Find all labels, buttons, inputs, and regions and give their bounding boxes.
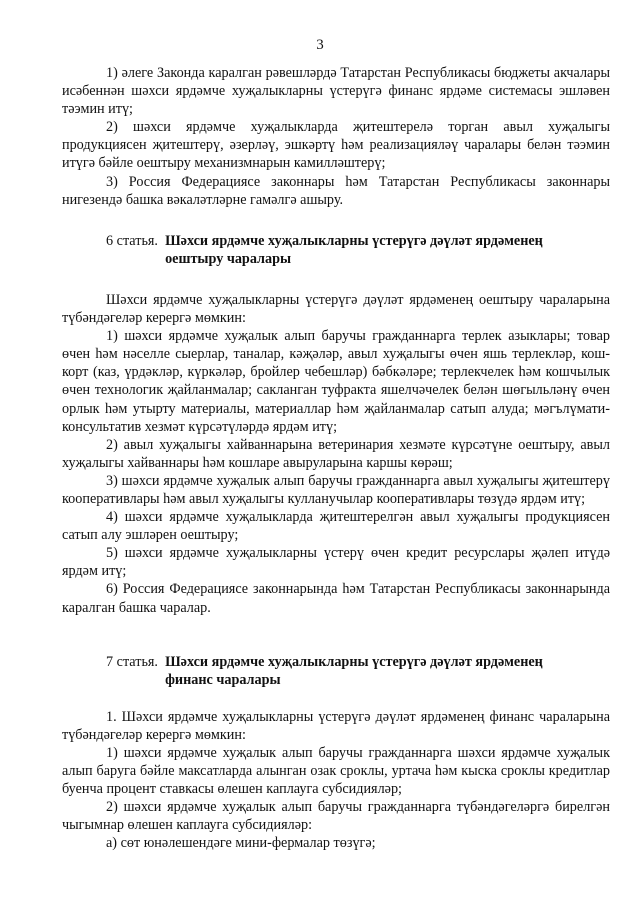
article-7-title-line1: Шәхси ярдәмче хуҗалыкларны үстерүгә дәүләт ярдәменең: [165, 653, 543, 670]
document-body: [62, 64, 610, 853]
article-6-label: 6 статья.: [106, 232, 158, 249]
article-6-item: 1) шәхси ярдәмче хуҗалык алып баручы гражданнарга терлек азыклары; товар өчен һәм нәселле сыерлар, таналар, кәҗәләр, авыл хуҗалыгы өчен яшь терлекләр, кош-корт (каз, үрдәкләр, күркәләр, бройлер чебешләр) бәбкәләре; терлекчелек һәм кошчылык өчен технологик җайланмалар; сакланган туфракта яшелчәчелек белән шөгыльләнү өчен орлык һәм утырту материалы, материаллар һәм җайланмалар сатып алуда; мәгълүмати-консультатив хезмәт күрсәтүләрдә ярдәм итү;: [62, 328, 610, 435]
article-7-title-line2: финанс чаралары: [165, 671, 281, 688]
article-6-heading: [106, 232, 610, 268]
article-6-item: 4) шәхси ярдәмче хуҗалыкларда җитештерелгән авыл хуҗалыгы продукциясен сатып алу эшләрен оештыру;: [62, 509, 610, 544]
article-7-heading: [106, 653, 610, 689]
article-7-item: 1) шәхси ярдәмче хуҗалык алып баручы гражданнарга шәхси ярдәмче хуҗалык алып баруга бәйле максатларда алынган озак сроклы, уртача һәм кыска сроклы кредитлар буенча процент ставкасы өлешен каплауга субсидияләр;: [62, 745, 610, 798]
article-7-label: 7 статья.: [106, 653, 158, 670]
article-7-item: 2) шәхси ярдәмче хуҗалык алып баручы гражданнарга түбәндәгеләргә бирелгән чыгымнар өлешен каплауга субсидияләр:: [62, 799, 610, 834]
article-6-title-line2: оештыру чаралары: [165, 250, 292, 267]
article-6-item: 2) авыл хуҗалыгы хайваннарына ветеринария хезмәте күрсәтүне оештыру, авыл хуҗалыгы хайваннары һәм кошларе авыруларына каршы көрәш;: [62, 436, 610, 471]
article-6-lead: Шәхси ярдәмче хуҗалыкларны үстерүгә дәүләт ярдәменең оештыру чараларына түбәндәгеләр керергә мөмкин:: [62, 291, 610, 327]
article-6-item: 3) шәхси ярдәмче хуҗалык алып баручы гражданнарга авыл хуҗалыгы җитештерү кооперативлары һәм авыл хуҗалыгы кулланучылар кооперативлары төзүдә ярдәм итү;: [62, 472, 610, 507]
article-6-item: 5) шәхси ярдәмче хуҗалыкларны үстерү өчен кредит ресурслары җәлеп итүдә ярдәм итү;: [62, 545, 610, 580]
intro-item: 2) шәхси ярдәмче хуҗалыкларда җитештерелә торган авыл хуҗалыгы продукциясен җитештерү, әзерләү, эшкәртү һәм реализацияләү чаралары белән тәэмин итүгә бәйле оештыру механизмнарын камилләштерү;: [62, 119, 610, 172]
page-number: 3: [316, 37, 324, 53]
article-7-lead: 1. Шәхси ярдәмче хуҗалыкларны үстерүгә дәүләт ярдәменең финанс чараларына түбәндәгеләр керергә мөмкин:: [62, 708, 610, 743]
article-6-item: 6) Россия Федерациясе законнарында һәм Татарстан Республикасы законнарында каралган башка чаралар.: [62, 581, 610, 616]
intro-item: 1) әлеге Законда каралган рәвешләрдә Татарстан Республикасы бюджеты акчалары исәбеннән шәхси ярдәмче хуҗалыкларны үстерүгә финанс ярдәме системасы эшләвен тәэмин итү;: [62, 65, 610, 118]
intro-item: 3) Россия Федерациясе законнары һәм Татарстан Республикасы законнары нигезендә башка вәкаләтләрне гамәлгә ашыру.: [62, 173, 610, 208]
article-7-item: а) сөт юнәлешендәге мини-фермалар төзүгә;: [106, 835, 376, 852]
article-6-title-line1: Шәхси ярдәмче хуҗалыкларны үстерүгә дәүләт ярдәменең: [165, 232, 543, 249]
